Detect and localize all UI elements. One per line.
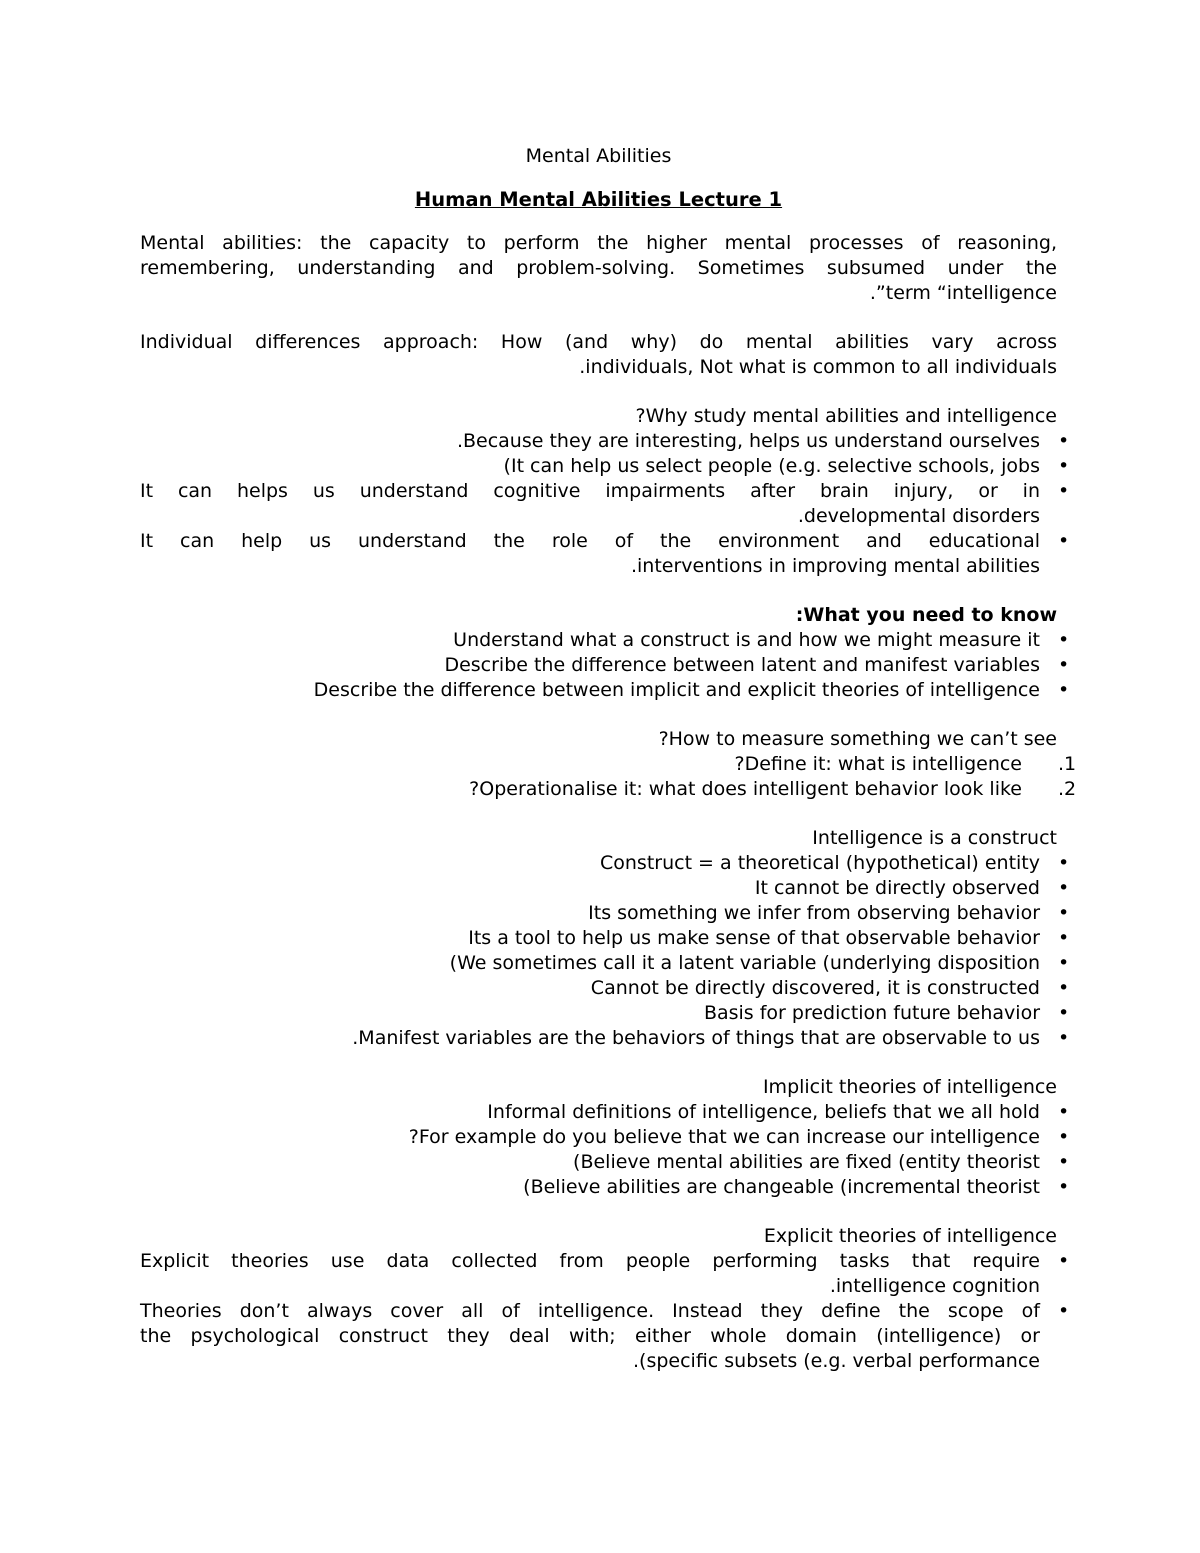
construct-heading: Intelligence is a construct: [812, 827, 1057, 849]
list-item: It cannot be directly observed •: [140, 876, 1040, 901]
bullet-icon: •: [1058, 927, 1070, 949]
bullet-icon: •: [1058, 480, 1070, 502]
numbered-item: ?Define it: what is intelligence .1: [734, 753, 1077, 775]
why-study-heading: ?Why study mental abilities and intelligence: [635, 405, 1057, 427]
bullet-icon: •: [1058, 952, 1070, 974]
individual-differences-line-2: .individuals, Not what is common to all individuals: [579, 356, 1057, 378]
bullet-icon: •: [1058, 1250, 1070, 1272]
list-item: .Manifest variables are the behaviors of things that are observable to us •: [140, 1026, 1040, 1051]
list-item: Its a tool to help us make sense of that observable behavior •: [140, 926, 1040, 951]
item-number: .2: [1058, 778, 1077, 800]
bullet-icon: •: [1058, 1002, 1070, 1024]
definition-line-1: Mental abilities: the capacity to perform the higher mental processes of reasoning,: [140, 232, 1057, 254]
definition-line-2: remembering, understanding and problem-solving. Sometimes subsumed under the: [140, 257, 1057, 279]
explicit-heading: Explicit theories of intelligence: [763, 1225, 1057, 1247]
bullet-icon: •: [1058, 1300, 1070, 1322]
bullet-icon: •: [1058, 679, 1070, 701]
list-item: (Believe mental abilities are fixed (entity theorist •: [140, 1150, 1040, 1175]
list-item: ?For example do you believe that we can increase our intelligence •: [140, 1125, 1040, 1150]
list-item: Basis for prediction future behavior •: [140, 1001, 1040, 1026]
list-item-continuation: .intelligence cognition: [829, 1275, 1040, 1297]
bullet-icon: •: [1058, 1151, 1070, 1173]
bullet-icon: •: [1058, 877, 1070, 899]
list-item: Theories don’t always cover all of intelligence. Instead they define the scope of •: [140, 1299, 1040, 1324]
list-item: .Because they are interesting, helps us understand ourselves •: [140, 429, 1040, 454]
item-number: .1: [1058, 753, 1077, 775]
bullet-icon: •: [1058, 530, 1070, 552]
list-item: Cannot be directly discovered, it is constructed •: [140, 976, 1040, 1001]
document-title: Human Mental Abilities Lecture 1: [414, 188, 783, 211]
definition-line-3: .”term “intelligence: [869, 282, 1057, 304]
bullet-icon: •: [1058, 977, 1070, 999]
bullet-icon: •: [1058, 1176, 1070, 1198]
list-item: Its something we infer from observing behavior •: [140, 901, 1040, 926]
bullet-icon: •: [1058, 430, 1070, 452]
bullet-icon: •: [1058, 1126, 1070, 1148]
list-item: Informal definitions of intelligence, beliefs that we all hold •: [140, 1100, 1040, 1125]
implicit-heading: Implicit theories of intelligence: [762, 1076, 1057, 1098]
document-header: Mental Abilities: [525, 145, 672, 167]
list-item: Understand what a construct is and how we might measure it •: [140, 628, 1040, 653]
list-item: (It can help us select people (e.g. selective schools, jobs •: [140, 454, 1040, 479]
bullet-icon: •: [1058, 852, 1070, 874]
list-item-continuation: .(specific subsets (e.g. verbal performance: [633, 1350, 1040, 1372]
bullet-icon: •: [1058, 902, 1070, 924]
list-item: Explicit theories use data collected from people performing tasks that require •: [140, 1249, 1040, 1274]
list-item: (Believe abilities are changeable (incremental theorist •: [140, 1175, 1040, 1200]
list-item: (We sometimes call it a latent variable (underlying disposition •: [140, 951, 1040, 976]
list-item: Describe the difference between latent and manifest variables •: [140, 653, 1040, 678]
list-item: It can help us understand the role of the environment and educational •: [140, 529, 1040, 554]
individual-differences-line-1: Individual differences approach: How (and why) do mental abilities vary across: [140, 331, 1057, 353]
list-item: Describe the difference between implicit and explicit theories of intelligence •: [140, 678, 1040, 703]
list-item-continuation: .developmental disorders: [797, 505, 1040, 527]
need-to-know-heading: :What you need to know: [795, 604, 1057, 626]
bullet-icon: •: [1058, 1027, 1070, 1049]
bullet-icon: •: [1058, 629, 1070, 651]
measure-heading: ?How to measure something we can’t see: [658, 728, 1057, 750]
bullet-icon: •: [1058, 1101, 1070, 1123]
list-item: It can helps us understand cognitive impairments after brain injury, or in •: [140, 479, 1040, 504]
document-body: [140, 144, 1077, 1374]
list-item-continuation: .interventions in improving mental abilities: [630, 555, 1040, 577]
list-item-continuation: the psychological construct they deal with; either whole domain (intelligence) or: [140, 1325, 1040, 1347]
numbered-item: ?Operationalise it: what does intelligent behavior look like .2: [469, 778, 1077, 800]
bullet-icon: •: [1058, 654, 1070, 676]
list-item: Construct = a theoretical (hypothetical) entity •: [140, 851, 1040, 876]
bullet-icon: •: [1058, 455, 1070, 477]
